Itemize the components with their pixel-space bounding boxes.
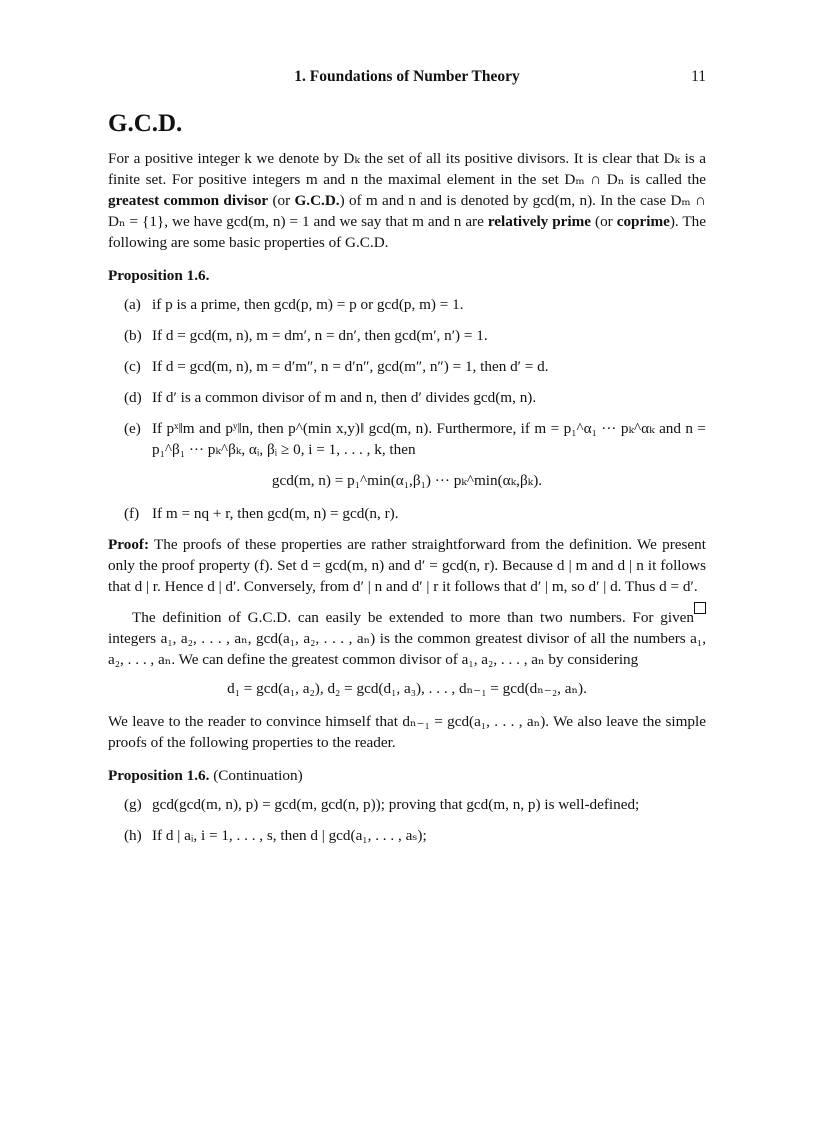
item-text: If d′ is a common divisor of m and n, then d′ divides gcd(m, n). bbox=[152, 389, 537, 406]
extension-paragraph: The definition of G.C.D. can easily be extended to more than two numbers. For given integers a₁, a₂, . . . , aₙ, gcd(a₁, a₂, . . . , aₙ) is the common greatest divisor of all the numbers a₁, a₂, . . . , aₙ. We can define the greatest common divisor of a₁, a₂, . . . , aₙ by considering bbox=[108, 609, 706, 668]
intro-text-4: (or bbox=[591, 213, 617, 230]
display-equation-e: gcd(m, n) = p₁^min(α₁,β₁) ··· pₖ^min(αₖ,βₖ). bbox=[271, 472, 543, 489]
list-item bbox=[124, 387, 706, 408]
item-label: (f) bbox=[124, 505, 140, 522]
display-equation-d: d₁ = gcd(a₁, a₂), d₂ = gcd(d₁, a₃), . . . , dₙ₋₁ = gcd(dₙ₋₂, aₙ). bbox=[227, 680, 587, 697]
item-text: If d | aᵢ, i = 1, . . . , s, then d | gcd(a₁, . . . , aₛ); bbox=[152, 827, 427, 844]
item-label: (a) bbox=[124, 296, 141, 313]
running-head bbox=[108, 66, 706, 88]
list-item bbox=[124, 794, 706, 815]
intro-text-5: ). The following are some basic properties of G.C.D. bbox=[108, 213, 707, 251]
intro-text-3: ) of m and n and is denoted by gcd(m, n). In the case Dₘ ∩ Dₙ = {1}, we have gcd(m, n) = 1 and we say that m and n are bbox=[108, 192, 706, 230]
item-label: (c) bbox=[124, 358, 141, 375]
proposition-items-continued bbox=[108, 794, 706, 846]
list-item bbox=[124, 503, 706, 524]
term-relatively-prime: relatively prime bbox=[487, 213, 592, 230]
list-item bbox=[124, 356, 706, 377]
intro-text-2: (or bbox=[268, 192, 295, 209]
item-label: (h) bbox=[124, 827, 142, 844]
intro-text-1: For a positive integer k we denote by Dₖ the set of all its positive divisors. It is clear that Dₖ is a finite set. For positive integers m and n the maximal element in the set Dₘ ∩ Dₙ is called the bbox=[108, 150, 706, 188]
item-label: (e) bbox=[124, 420, 141, 437]
list-item bbox=[124, 825, 706, 846]
proposition-items bbox=[108, 294, 706, 524]
proof-paragraph bbox=[108, 534, 706, 597]
term-greatest-common-divisor: greatest common divisor bbox=[108, 192, 269, 209]
item-label: (g) bbox=[124, 796, 142, 813]
item-label: (b) bbox=[124, 327, 142, 344]
item-text: If pˣ‖m and pʸ‖n, then p^(min x,y)‖ gcd(m, n). Furthermore, if m = p₁^α₁ ··· pₖ^αₖ and n = p₁^β₁ ··· pₖ^βₖ, αᵢ, βᵢ ≥ 0, i = 1, . . . , k, then bbox=[152, 420, 706, 458]
proposition-heading-text: Proposition 1.6. bbox=[108, 767, 210, 784]
term-gcd: G.C.D. bbox=[294, 192, 340, 209]
list-item bbox=[124, 325, 706, 346]
page-number: 11 bbox=[691, 68, 706, 85]
proposition-continuation-heading bbox=[108, 765, 706, 786]
reader-paragraph: We leave to the reader to convince himself that dₙ₋₁ = gcd(a₁, . . . , aₙ). We also leave the simple proofs of the following properties to the reader. bbox=[108, 713, 706, 751]
term-coprime: coprime bbox=[616, 213, 670, 230]
intro-paragraph bbox=[108, 148, 706, 253]
running-title: 1. Foundations of Number Theory bbox=[294, 68, 520, 85]
proof-text: The proofs of these properties are rather straightforward from the definition. We present only the proof property (f). Set d = gcd(m, n) and d′ = gcd(n, r). Because d | m and d | n it follows that d | r. Hence d | d′. Conversely, from d′ | n and d′ | r it follows that d′ | m, so d′ | d. Thus d = d′. bbox=[108, 536, 706, 595]
item-text: gcd(gcd(m, n), p) = gcd(m, gcd(n, p)); proving that gcd(m, n, p) is well-defined; bbox=[152, 796, 640, 813]
body-text bbox=[108, 148, 706, 856]
proof-label: Proof: bbox=[108, 536, 150, 553]
list-item bbox=[124, 418, 706, 460]
item-text: If m = nq + r, then gcd(m, n) = gcd(n, r). bbox=[152, 505, 399, 522]
item-text: if p is a prime, then gcd(p, m) = p or gcd(p, m) = 1. bbox=[152, 296, 464, 313]
item-text: If d = gcd(m, n), m = dm′, n = dn′, then gcd(m′, n′) = 1. bbox=[152, 327, 488, 344]
list-item bbox=[124, 294, 706, 315]
proposition-heading-note: (Continuation) bbox=[213, 767, 303, 784]
item-label: (d) bbox=[124, 389, 142, 406]
spacer bbox=[108, 597, 706, 607]
item-text: If d = gcd(m, n), m = d′m″, n = d′n″, gcd(m″, n″) = 1, then d′ = d. bbox=[152, 358, 549, 375]
proposition-heading: Proposition 1.6. bbox=[108, 267, 210, 284]
section-title: G.C.D. bbox=[108, 110, 183, 137]
qed-square-icon bbox=[694, 602, 706, 614]
